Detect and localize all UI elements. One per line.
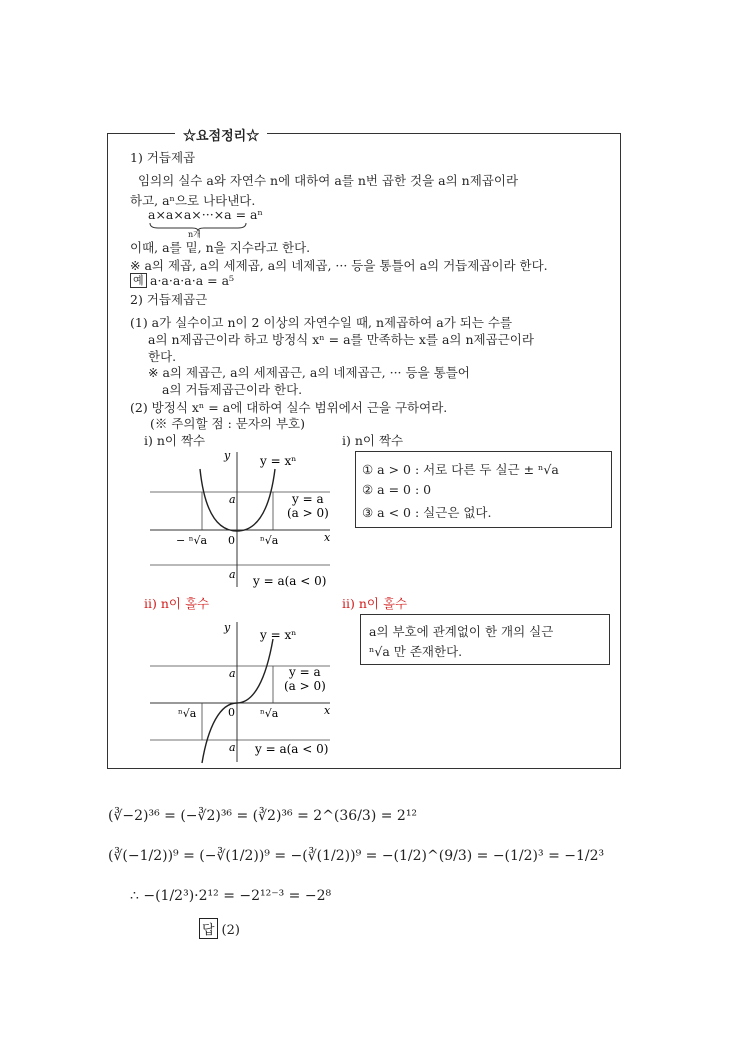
solution-line2: (∛(−1/2))⁹ = (−∛(1/2))⁹ = −(∛(1/2))⁹ = −(1/2)^(9/3) = −(1/2)³ = −1/2³ bbox=[108, 848, 605, 864]
section1-line2: 하고, aⁿ으로 나타낸다. bbox=[130, 193, 256, 208]
a-label: a bbox=[229, 493, 236, 506]
a-low-label: a bbox=[229, 568, 236, 581]
example: a·a·a·a·a = a⁵ bbox=[150, 273, 235, 288]
example-label: 예 bbox=[130, 273, 147, 288]
apos-label: (a > 0) bbox=[287, 506, 329, 520]
even-result-3: ③ a < 0 : 실근은 없다. bbox=[362, 505, 492, 520]
section1-note: ※ a의 제곱, a의 세제곱, a의 네제곱, ··· 등을 통틀어 a의 거듭제곱이라 한다. bbox=[130, 258, 548, 273]
odd-graph bbox=[140, 617, 340, 765]
answer bbox=[199, 918, 240, 939]
yaneg-label: y = a(a < 0) bbox=[253, 574, 327, 588]
ya-label: y = a bbox=[289, 665, 321, 679]
answer-label: 답 bbox=[199, 918, 218, 939]
section1-heading: 1) 거듭제곱 bbox=[130, 150, 196, 165]
even-result-2: ② a = 0 : 0 bbox=[362, 482, 432, 497]
underbrace-label: n개 bbox=[188, 230, 201, 239]
section2-p1-line1: (1) a가 실수이고 n이 2 이상의 자연수일 때, n제곱하여 a가 되는 수를 bbox=[130, 315, 513, 330]
section2-note-line2: a의 거듭제곱근이라 한다. bbox=[162, 382, 303, 397]
section2-p2-line2: (※ 주의할 점 : 문자의 부호) bbox=[150, 416, 306, 431]
section2-p2-line1: (2) 방정식 xⁿ = a에 대하여 실수 범위에서 근을 구하여라. bbox=[130, 400, 448, 415]
origin: 0 bbox=[228, 706, 235, 719]
solution-line3: ∴ −(1/2³)·2¹² = −2¹²⁻³ = −2⁸ bbox=[130, 888, 332, 904]
curve-label: y = xⁿ bbox=[260, 628, 297, 642]
a-label: a bbox=[229, 667, 236, 680]
section2-heading: 2) 거듭제곱근 bbox=[130, 292, 208, 307]
even-label-right: ⅰ) n이 짝수 bbox=[342, 433, 404, 448]
section1-line1: 임의의 실수 a와 자연수 n에 대하여 a를 n번 곱한 것을 a의 n제곱이라 bbox=[138, 173, 519, 188]
root-left: ⁿ√a bbox=[178, 707, 197, 720]
section2-note-line1: ※ a의 제곱근, a의 세제곱근, a의 네제곱근, ··· 등을 통틀어 bbox=[148, 365, 470, 380]
x-label: x bbox=[324, 531, 331, 544]
y-label: y bbox=[224, 449, 231, 462]
a-low-label: a bbox=[229, 741, 236, 754]
solution-line1: (∛−2)³⁶ = (−∛2)³⁶ = (∛2)³⁶ = 2^(36/3) = 2¹² bbox=[108, 808, 418, 824]
ya-label: y = a bbox=[292, 492, 324, 506]
x-label: x bbox=[324, 704, 331, 717]
section1-line3: 이때, a를 밑, n을 지수라고 한다. bbox=[130, 240, 311, 255]
odd-label-right: ⅱ) n이 홀수 bbox=[342, 596, 408, 611]
even-label-left: ⅰ) n이 짝수 bbox=[144, 433, 206, 448]
section2-p1-line3: 한다. bbox=[148, 349, 177, 364]
apos-label: (a > 0) bbox=[284, 679, 326, 693]
even-graph bbox=[140, 447, 340, 592]
y-label: y bbox=[224, 621, 231, 634]
section2-p1-line2: a의 n제곱근이라 하고 방정식 xⁿ = a를 만족하는 x를 a의 n제곱근이라 bbox=[148, 332, 534, 347]
answer-value: (2) bbox=[221, 923, 240, 938]
power-formula: a×a×a×···×a = aⁿ bbox=[148, 207, 263, 222]
odd-result-1: a의 부호에 관계없이 한 개의 실근 bbox=[369, 624, 554, 639]
origin: 0 bbox=[228, 534, 235, 547]
curve-label: y = xⁿ bbox=[260, 454, 297, 468]
odd-result-2: ⁿ√a 만 존재한다. bbox=[369, 644, 463, 659]
pos-root: ⁿ√a bbox=[260, 534, 279, 547]
even-result-1: ① a > 0 : 서로 다른 두 실근 ± ⁿ√a bbox=[362, 462, 559, 477]
root-right: ⁿ√a bbox=[260, 707, 279, 720]
summary-title: ☆요점정리☆ bbox=[175, 125, 267, 144]
yaneg-label: y = a(a < 0) bbox=[255, 742, 329, 756]
odd-label-left: ⅱ) n이 홀수 bbox=[144, 596, 210, 611]
neg-root: − ⁿ√a bbox=[176, 534, 208, 547]
